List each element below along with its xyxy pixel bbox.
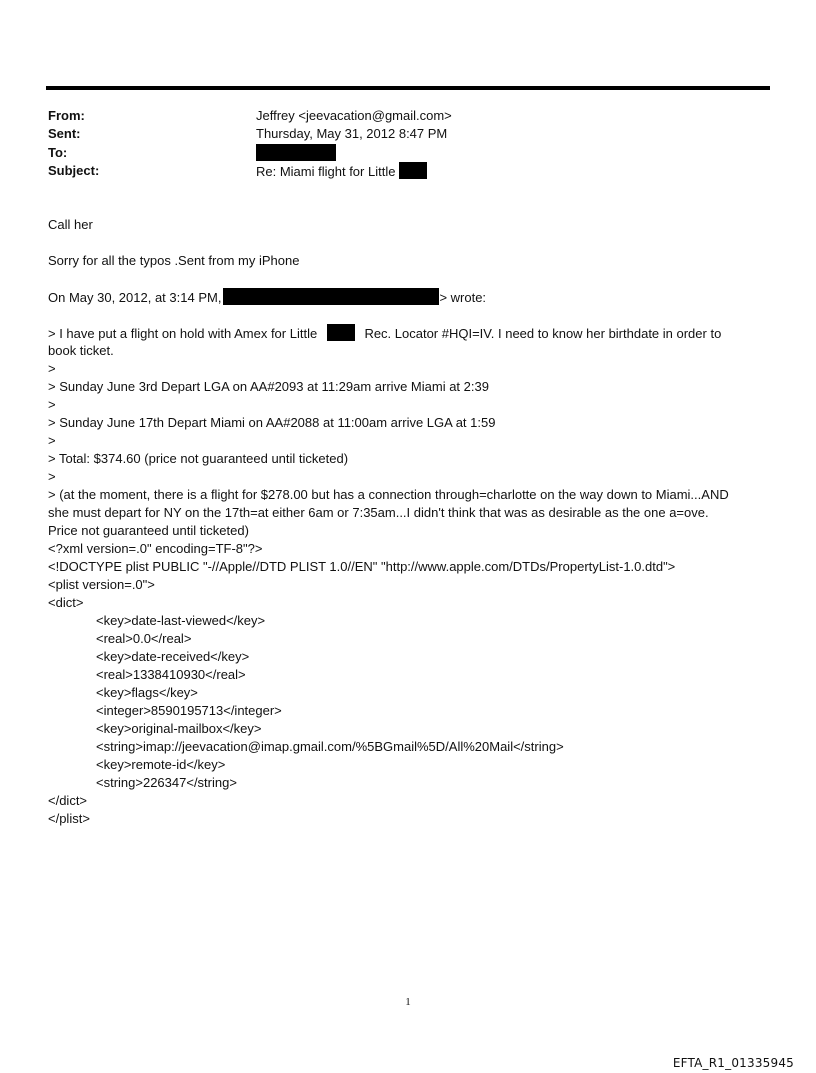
body-line: > (at the moment, there is a flight for $278.00 but has a connection through=charlotte on the way down to Miami...AND bbox=[48, 487, 729, 502]
to-label: To: bbox=[48, 145, 68, 160]
body-line: Price not guaranteed until ticketed) bbox=[48, 523, 249, 538]
body-line: book ticket. bbox=[48, 343, 114, 358]
body-line: > Sunday June 17th Depart Miami on AA#2088 at 11:00am arrive LGA at 1:59 bbox=[48, 415, 496, 430]
body-line: </dict> bbox=[48, 793, 88, 808]
body-line: Sorry for all the typos .Sent from my iPhone bbox=[48, 253, 300, 268]
body-line: > bbox=[48, 397, 56, 412]
from-value: Jeffrey <jeevacation@gmail.com> bbox=[256, 108, 452, 123]
body-line: <dict> bbox=[48, 595, 84, 610]
body-text: > I have put a flight on hold with Amex for Little bbox=[48, 326, 318, 341]
body-line: > Total: $374.60 (price not guaranteed until ticketed) bbox=[48, 451, 349, 466]
subject-label: Subject: bbox=[48, 163, 100, 178]
body-line: <?xml version=.0" encoding=TF-8"?> bbox=[48, 541, 263, 556]
sent-value: Thursday, May 31, 2012 8:47 PM bbox=[256, 126, 448, 141]
redaction-box bbox=[256, 144, 336, 161]
subject-text: Re: Miami flight for Little bbox=[256, 164, 396, 179]
redaction-box bbox=[327, 324, 355, 341]
body-line: <string>226347</string> bbox=[96, 775, 237, 790]
quote-header bbox=[48, 288, 486, 307]
quote-date: On May 30, 2012, at 3:14 PM, bbox=[48, 290, 222, 305]
to-value bbox=[256, 144, 336, 163]
quote-wrote: > wrote: bbox=[439, 290, 487, 305]
document-id: EFTA_R1_01335945 bbox=[672, 1056, 794, 1070]
body-line: <real>1338410930</real> bbox=[96, 667, 246, 682]
body-line: > bbox=[48, 361, 56, 376]
body-line bbox=[48, 324, 721, 343]
sent-label: Sent: bbox=[48, 126, 81, 141]
from-label: From: bbox=[48, 108, 85, 123]
body-line: > Sunday June 3rd Depart LGA on AA#2093 at 11:29am arrive Miami at 2:39 bbox=[48, 379, 489, 394]
subject-value bbox=[256, 162, 427, 181]
body-line: <string>imap://jeevacation@imap.gmail.com/%5BGmail%5D/All%20Mail</string> bbox=[96, 739, 564, 754]
body-line: > bbox=[48, 469, 56, 484]
body-text: Rec. Locator #HQI=IV. I need to know her birthdate in order to bbox=[364, 326, 722, 341]
body-line: <real>0.0</real> bbox=[96, 631, 192, 646]
body-line: > bbox=[48, 433, 56, 448]
page-number: 1 bbox=[405, 996, 411, 1008]
redaction-box bbox=[223, 288, 439, 305]
header-rule bbox=[46, 86, 770, 90]
body-line: Call her bbox=[48, 217, 93, 232]
body-line: she must depart for NY on the 17th=at either 6am or 7:35am...I didn't think that was as desirable as the one a=ove. bbox=[48, 505, 709, 520]
body-line: <key>date-received</key> bbox=[96, 649, 250, 664]
body-line: <key>date-last-viewed</key> bbox=[96, 613, 266, 628]
body-line: <plist version=.0"> bbox=[48, 577, 155, 592]
body-line: <key>remote-id</key> bbox=[96, 757, 226, 772]
body-line: <key>flags</key> bbox=[96, 685, 198, 700]
body-line: <key>original-mailbox</key> bbox=[96, 721, 262, 736]
body-line: </plist> bbox=[48, 811, 90, 826]
redaction-box bbox=[399, 162, 427, 179]
body-line: <!DOCTYPE plist PUBLIC "-//Apple//DTD PLIST 1.0//EN" "http://www.apple.com/DTDs/PropertyList-1.0.dtd"> bbox=[48, 559, 676, 574]
body-line: <integer>8590195713</integer> bbox=[96, 703, 282, 718]
